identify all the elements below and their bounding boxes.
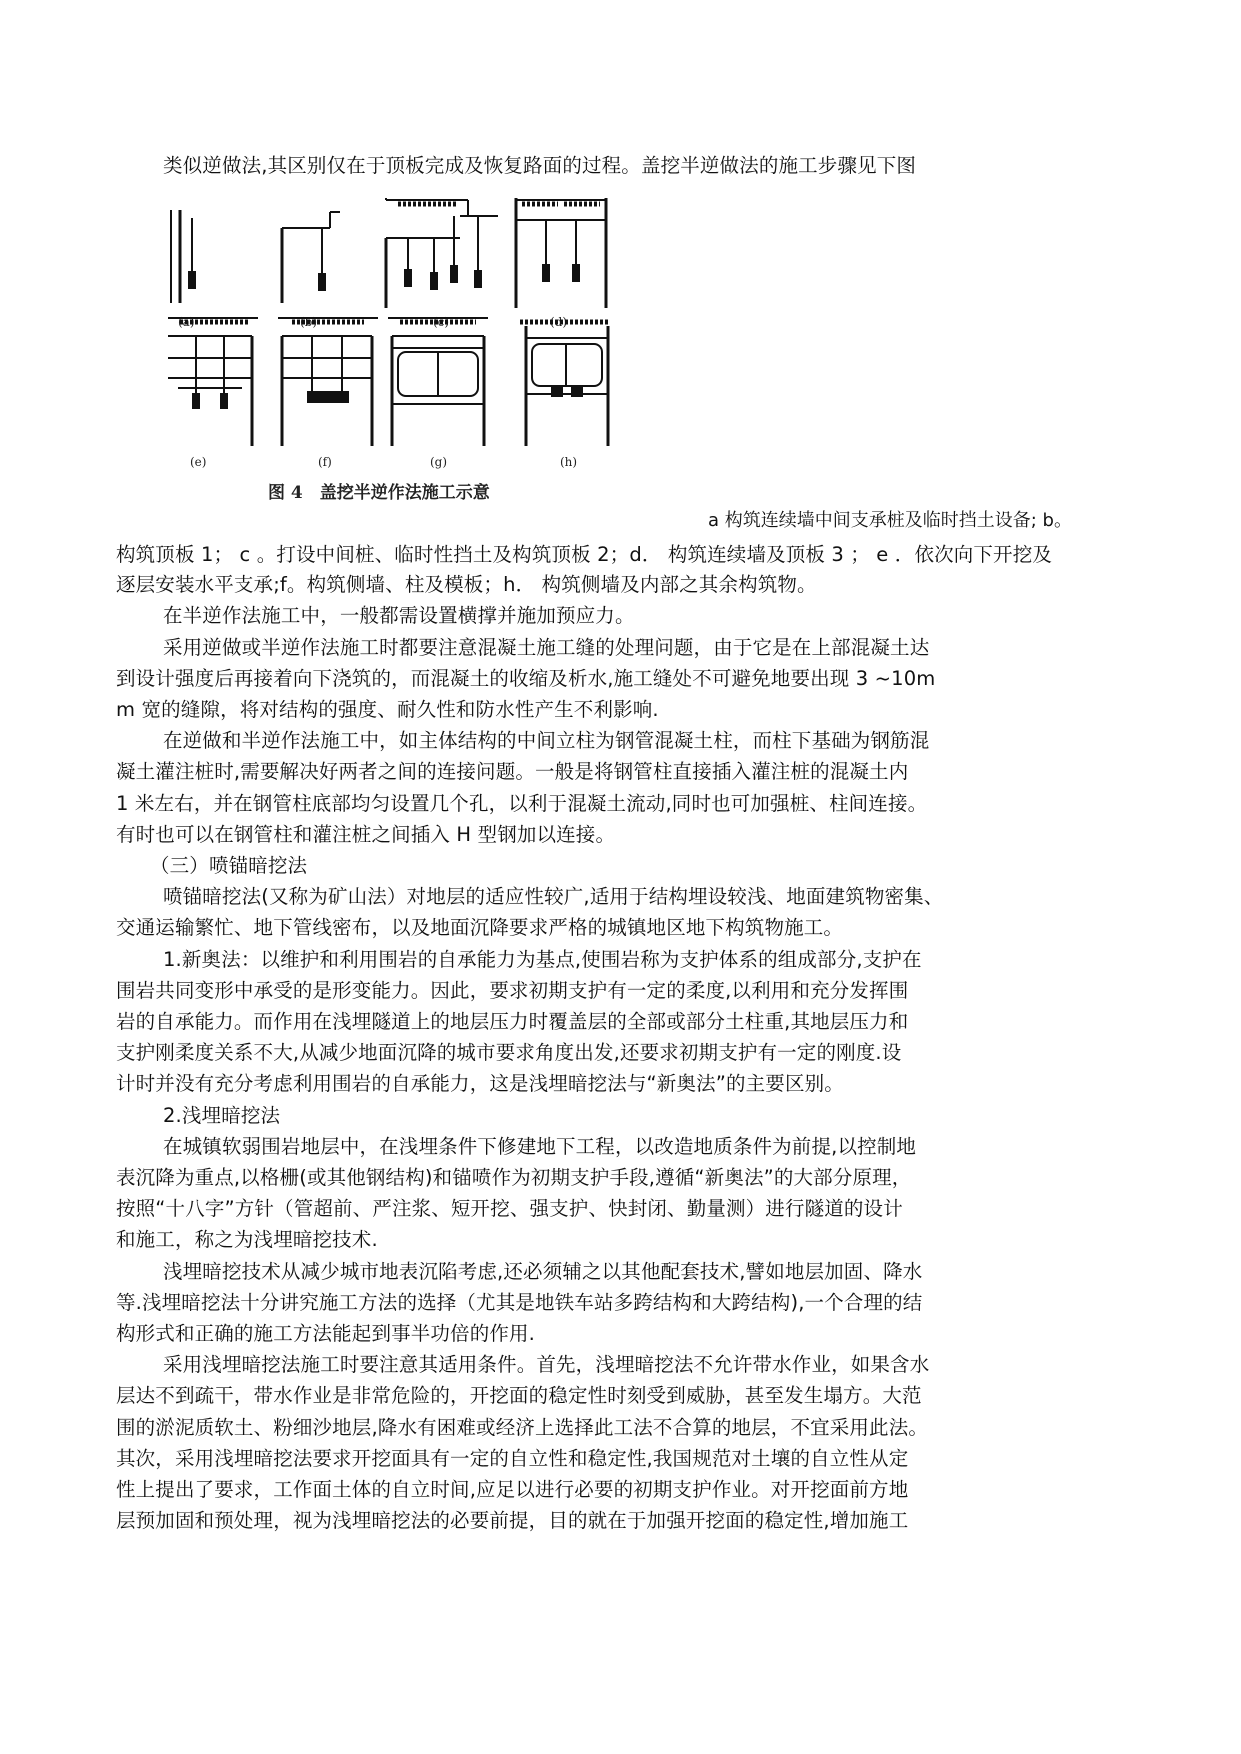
- subsection-heading: 2.浅埋暗挖法: [163, 1104, 281, 1127]
- paragraph-line: 支护刚柔度关系不大,从减少地面沉降的城市要求角度出发,还要求初期支护有一定的刚度.设: [116, 1041, 902, 1064]
- paragraph-line: 有时也可以在钢管柱和灌注桩之间插入 H 型钢加以连接。: [116, 823, 616, 846]
- step-label-g: (g): [430, 455, 448, 469]
- step-c-diagram: [386, 198, 498, 329]
- paragraph-line: 在逆做和半逆作法施工中，如主体结构的中间立柱为钢管混凝土柱，而柱下基础为钢筋混: [163, 729, 930, 752]
- paragraph-line: 构形式和正确的施工方法能起到事半功倍的作用.: [116, 1322, 535, 1345]
- paragraph-line: 构筑顶板 1； c 。打设中间桩、临时性挡土及构筑顶板 2；d． 构筑连续墙及顶板 3 ； e ．依次向下开挖及: [116, 543, 1053, 566]
- construction-figure: [168, 198, 708, 525]
- step-label-b: (b): [300, 315, 318, 329]
- step-label-d: (d): [550, 315, 568, 329]
- step-a-diagram: [171, 210, 195, 329]
- step-b-diagram: [282, 212, 340, 329]
- paragraph-line: 采用逆做或半逆作法施工时都要注意混凝土施工缝的处理问题，由于它是在上部混凝土达: [163, 636, 930, 659]
- step-f-diagram: [278, 318, 378, 469]
- paragraph-line: 浅埋暗挖技术从减少城市地表沉陷考虑,还必须辅之以其他配套技术,譬如地层加固、降水: [163, 1260, 923, 1283]
- paragraph-line: 逐层安装水平支承;f。构筑侧墙、柱及模板；h． 构筑侧墙及内部之其余构筑物。: [116, 573, 817, 596]
- step-d-diagram: [516, 198, 606, 329]
- paragraph-line: 类似逆做法,其区别仅在于顶板完成及恢复路面的过程。盖挖半逆做法的施工步骤见下图: [163, 154, 917, 177]
- paragraph-line: 其次，采用浅埋暗挖法要求开挖面具有一定的自立性和稳定性,我国规范对土壤的自立性从定: [116, 1447, 909, 1470]
- step-h-diagram: [520, 322, 608, 469]
- paragraph-line: 到设计强度后再接着向下浇筑的，而混凝土的收缩及析水,施工缝处不可避免地要出现 3 ~10m: [116, 667, 936, 690]
- paragraph-line: 喷锚暗挖法(又称为矿山法）对地层的适应性较广,适用于结构埋设较浅、地面建筑物密集、: [163, 885, 944, 908]
- paragraph-line: 1.新奥法：以维护和利用围岩的自承能力为基点,使围岩称为支护体系的组成部分,支护在: [163, 948, 922, 971]
- paragraph-line: 在城镇软弱围岩地层中，在浅埋条件下修建地下工程，以改造地质条件为前提,以控制地: [163, 1135, 917, 1158]
- paragraph-line: 采用浅埋暗挖法施工时要注意其适用条件。首先，浅埋暗挖法不允许带水作业，如果含水: [163, 1353, 930, 1376]
- paragraph-line: 交通运输繁忙、地下管线密布，以及地面沉降要求严格的城镇地区地下构筑物施工。: [116, 916, 844, 939]
- paragraph-line: m 宽的缝隙，将对结构的强度、耐久性和防水性产生不利影响.: [116, 698, 659, 721]
- paragraph-line: 和施工，称之为浅埋暗挖技术.: [116, 1228, 378, 1251]
- section-heading: （三）喷锚暗挖法: [150, 854, 308, 877]
- step-label-e: (e): [190, 455, 207, 469]
- step-label-c: (c): [433, 315, 450, 329]
- step-e-diagram: [168, 318, 258, 469]
- paragraph-line: 等.浅埋暗挖法十分讲究施工方法的选择（尤其是地铁车站多跨结构和大跨结构),一个合理的结: [116, 1291, 923, 1314]
- paragraph-line: 层预加固和预处理，视为浅埋暗挖法的必要前提，目的就在于加强开挖面的稳定性,增加施工: [116, 1509, 909, 1532]
- construction-diagram: [168, 198, 708, 525]
- paragraph-line: 在半逆作法施工中，一般都需设置横撑并施加预应力。: [163, 604, 635, 627]
- paragraph-line: 岩的自承能力。而作用在浅埋隧道上的地层压力时覆盖层的全部或部分土柱重,其地层压力和: [116, 1010, 909, 1033]
- paragraph-line: 性上提出了要求，工作面土体的自立时间,应足以进行必要的初期支护作业。对开挖面前方地: [116, 1478, 909, 1501]
- paragraph-line: 按照“十八字”方针（管超前、严注浆、短开挖、强支护、快封闭、勤量测）进行隧道的设计: [116, 1197, 903, 1220]
- step-label-f: (f): [318, 455, 332, 469]
- paragraph-line: 围岩共同变形中承受的是形变能力。因此，要求初期支护有一定的柔度,以利用和充分发挥围: [116, 979, 909, 1002]
- paragraph-line: 1 米左右，并在钢管柱底部均匀设置几个孔，以利于混凝土流动,同时也可加强桩、柱间连接。: [116, 792, 928, 815]
- paragraph-line: 凝土灌注桩时,需要解决好两者之间的连接问题。一般是将钢管柱直接插入灌注桩的混凝土内: [116, 760, 909, 783]
- paragraph-line: 计时并没有充分考虑利用围岩的自承能力，这是浅埋暗挖法与“新奥法”的主要区别。: [116, 1072, 844, 1095]
- step-label-h: (h): [560, 455, 578, 469]
- figure-side-caption: a 构筑连续墙中间支承桩及临时挡土设备; b。: [708, 510, 1072, 531]
- step-g-diagram: [388, 318, 488, 469]
- paragraph-line: 围的淤泥质软土、粉细沙地层,降水有困难或经济上选择此工法不合算的地层，不宜采用此法。: [116, 1416, 928, 1439]
- paragraph-line: 表沉降为重点,以格栅(或其他钢结构)和锚喷作为初期支护手段,遵循“新奥法”的大部分原理，: [116, 1166, 912, 1189]
- paragraph-line: 层达不到疏干，带水作业是非常危险的，开挖面的稳定性时刻受到威胁，甚至发生塌方。大范: [116, 1384, 922, 1407]
- step-label-a: (a): [178, 315, 195, 329]
- figure-caption: 图 4 盖挖半逆作法施工示意: [268, 483, 490, 503]
